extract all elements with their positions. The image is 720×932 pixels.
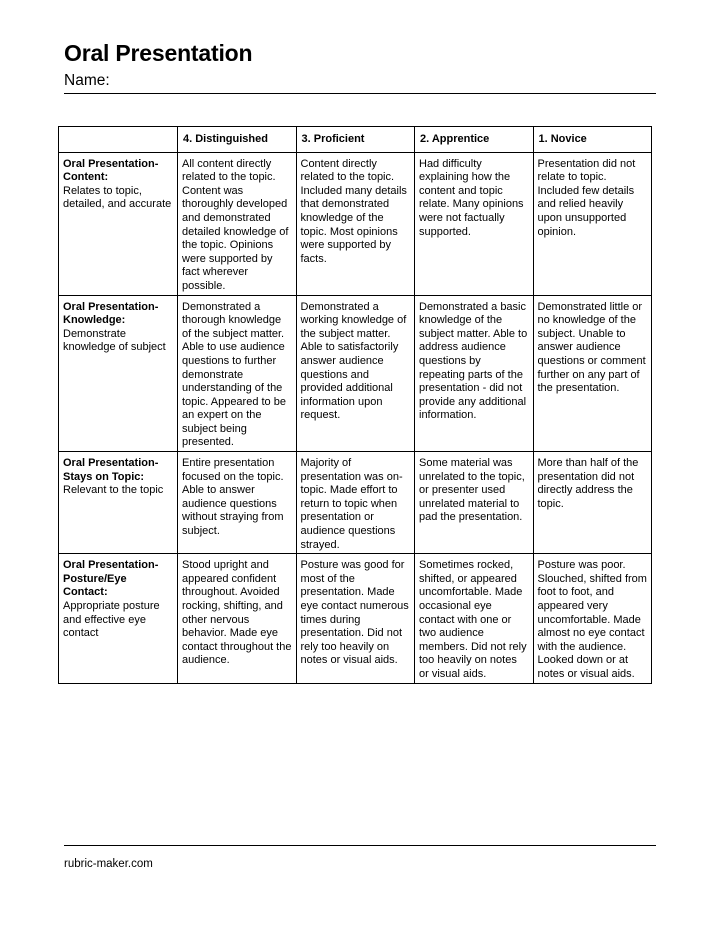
table-row: [59, 452, 652, 554]
rubric-cell: Demonstrated little or no knowledge of the subject. Unable to answer audience questions or comment further on any part of the presentation.: [533, 295, 652, 452]
header-cell-distinguished: 4. Distinguished: [178, 127, 297, 153]
rubric-cell: Majority of presentation was on-topic. Made effort to return to topic when presentation or audience questions strayed.: [296, 452, 415, 554]
rubric-table: [58, 126, 652, 684]
rubric-cell: Some material was unrelated to the topic, or presenter used unrelated material to pad the presentation.: [415, 452, 534, 554]
criterion-description: Relevant to the topic: [63, 484, 164, 497]
rubric-cell: All content directly related to the topic. Content was thoroughly developed and demonstrated detailed knowledge of the topic. Opinions were supported by fact wherever possible.: [178, 152, 297, 295]
header-cell-apprentice: 2. Apprentice: [415, 127, 534, 153]
header-cell-criteria: [59, 127, 178, 153]
page-title: Oral Presentation: [64, 40, 253, 66]
rubric-cell: Demonstrated a working knowledge of the subject matter. Able to satisfactorily answer audience questions and provided additional information upon request.: [296, 295, 415, 452]
footer-divider: [64, 845, 656, 846]
table-row: [59, 554, 652, 683]
criterion-title: Oral Presentation-Content:: [63, 157, 159, 184]
rubric-cell: Stood upright and appeared confident throughout. Avoided rocking, shifting, and other nervous behavior. Made eye contact throughout the audience.: [178, 554, 297, 683]
criterion-description: Demonstrate knowledge of subject: [63, 327, 166, 354]
criterion-cell: [59, 452, 178, 554]
rubric-cell: Demonstrated a basic knowledge of the subject matter. Able to address audience questions by repeating parts of the presentation - did not provide any additional information.: [415, 295, 534, 452]
rubric-cell: Posture was poor. Slouched, shifted from foot to foot, and appeared very uncomfortable. Made almost no eye contact with the audience. Looked down or at notes or visual aids.: [533, 554, 652, 683]
table-row: [59, 152, 652, 295]
table-row: [59, 295, 652, 452]
name-field-label: Name:: [64, 72, 656, 94]
rubric-cell: Had difficulty explaining how the content and topic relate. Many opinions were not factually supported.: [415, 152, 534, 295]
header-cell-novice: 1. Novice: [533, 127, 652, 153]
criterion-description: Appropriate posture and effective eye contact: [63, 600, 160, 640]
criterion-cell: [59, 554, 178, 683]
rubric-cell: Content directly related to the topic. Included many details that demonstrated knowledge of the topic. Most opinions were supported by facts.: [296, 152, 415, 295]
rubric-cell: Presentation did not relate to topic. Included few details and relied heavily upon unsupported opinion.: [533, 152, 652, 295]
criterion-title: Oral Presentation-Knowledge:: [63, 300, 159, 327]
criterion-title: Oral Presentation-Posture/Eye Contact:: [63, 559, 159, 599]
rubric-cell: Entire presentation focused on the topic. Able to answer audience questions without straying from subject.: [178, 452, 297, 554]
rubric-cell: Posture was good for most of the presentation. Made eye contact numerous times during presentation. Did not rely too heavily on notes or visual aids.: [296, 554, 415, 683]
rubric-cell: More than half of the presentation did not directly address the topic.: [533, 452, 652, 554]
criterion-cell: [59, 295, 178, 452]
footer-source: rubric-maker.com: [64, 858, 153, 870]
rubric-cell: Demonstrated a thorough knowledge of the subject matter. Able to use audience questions to further demonstrate understanding of the topic. Appeared to be an expert on the subject being presented.: [178, 295, 297, 452]
rubric-cell: Sometimes rocked, shifted, or appeared uncomfortable. Made occasional eye contact with one or two audience members. Did not rely too heavily on notes or visual aids.: [415, 554, 534, 683]
criterion-cell: [59, 152, 178, 295]
header-cell-proficient: 3. Proficient: [296, 127, 415, 153]
criterion-description: Relates to topic, detailed, and accurate: [63, 184, 172, 211]
criterion-title: Oral Presentation-Stays on Topic:: [63, 457, 159, 483]
rubric-header-row: [59, 127, 652, 153]
